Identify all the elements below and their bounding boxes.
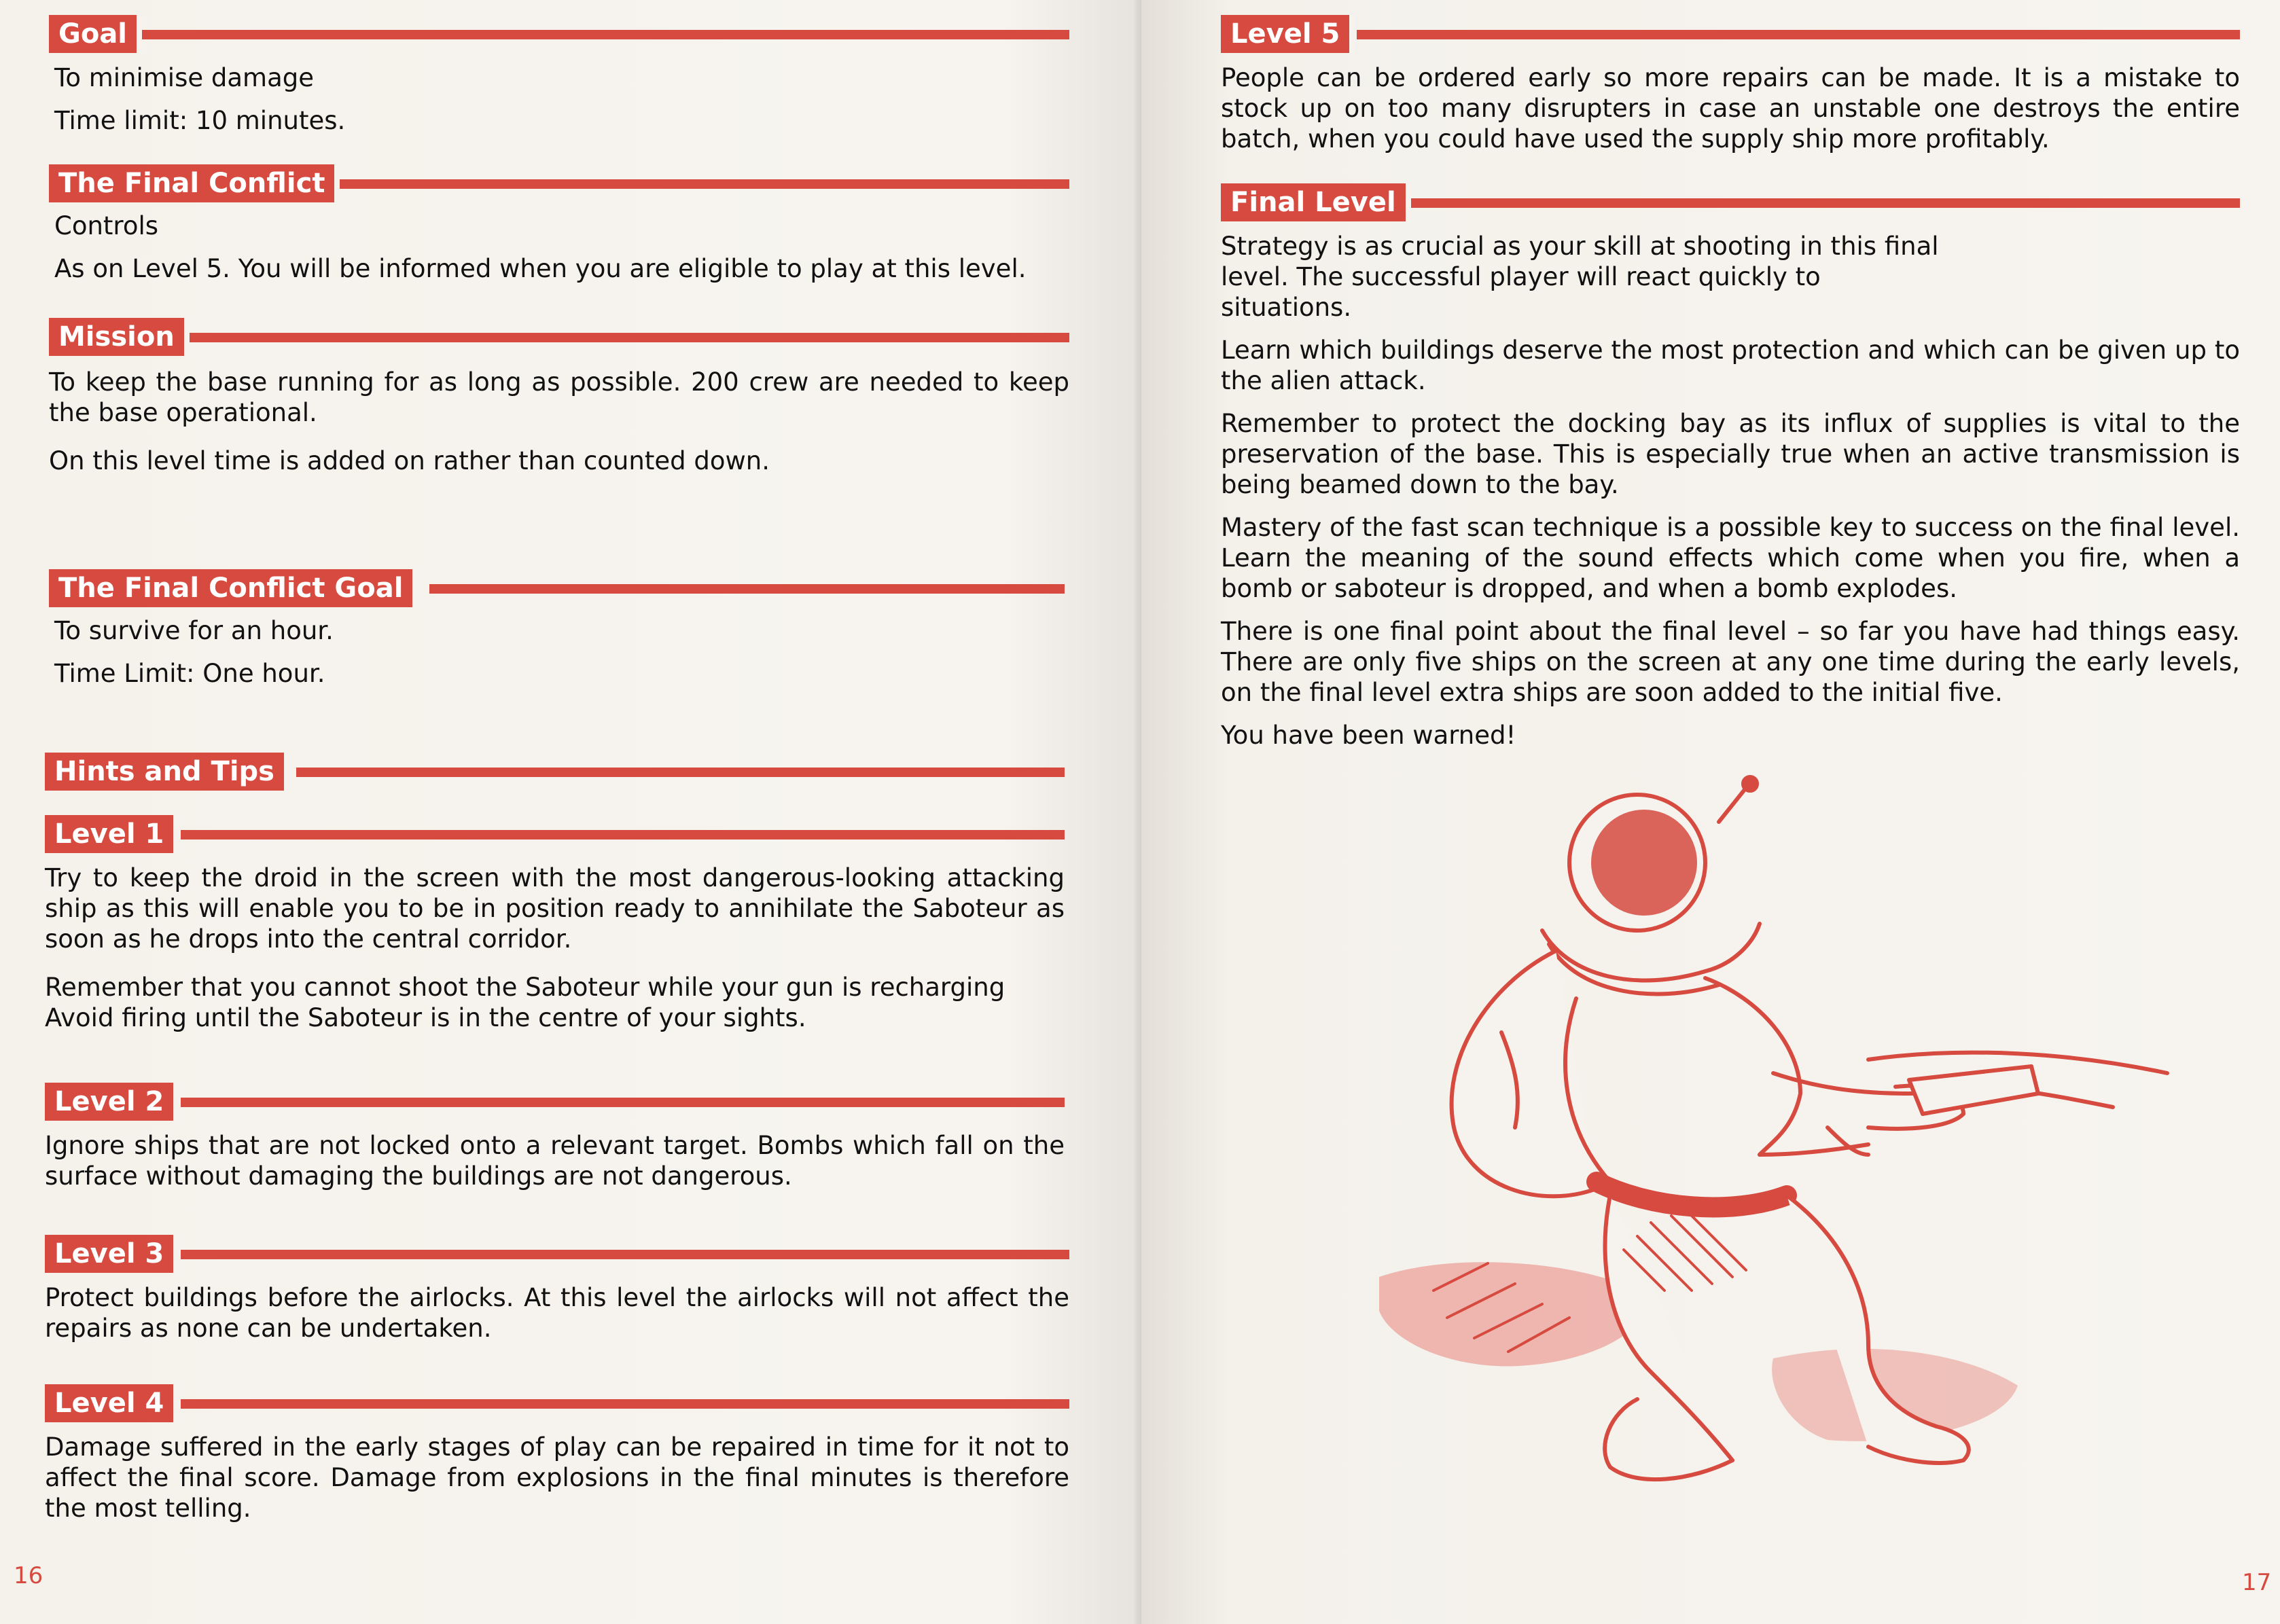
final-level-paragraph-1: Strategy is as crucial as your skill at shooting in this final level. The successful player will react quickly to situations. xyxy=(1221,232,1939,322)
mission-heading-label: Mission xyxy=(49,318,190,356)
final-level-paragraph-6: You have been warned! xyxy=(1221,721,1516,750)
final-conflict-section xyxy=(49,164,1069,284)
page-number-right: 17 xyxy=(2242,1569,2272,1596)
mission-paragraph-1: To keep the base running for as long as possible. 200 crew are needed to keep the base operational. xyxy=(49,367,1069,427)
level1-heading-label: Level 1 xyxy=(45,815,179,853)
level3-heading-label: Level 3 xyxy=(45,1235,179,1273)
level2-paragraph-1: Ignore ships that are not locked onto a relevant target. Bombs which fall on the surface without damaging the buildings are not dangerous. xyxy=(45,1131,1065,1191)
final-level-section xyxy=(1221,183,2240,751)
level3-heading xyxy=(45,1235,1069,1273)
final-conflict-goal-line-1: To survive for an hour. xyxy=(54,616,334,645)
left-page xyxy=(0,0,1139,1624)
level5-paragraph-1: People can be ordered early so more repairs can be made. It is a mistake to stock up on too many disrupters in case an unstable one destroys the entire batch, when you could have used the supply ship more profitably. xyxy=(1221,63,2240,154)
final-conflict-heading-label: The Final Conflict xyxy=(49,164,340,202)
level4-paragraph-1: Damage suffered in the early stages of play can be repaired in time for it not to affect the final score. Damage from explosions in the final minutes is therefore the most telling. xyxy=(45,1432,1069,1523)
final-conflict-line-2: As on Level 5. You will be informed when you are eligible to play at this level. xyxy=(54,254,1027,283)
level4-heading-label: Level 4 xyxy=(45,1384,179,1422)
level5-section xyxy=(1221,15,2240,154)
final-level-paragraph-5: There is one final point about the final level – so far you have had things easy. There are only five ships on the screen at any one time during the early levels, on the final level extra ships are soon added to the initial five. xyxy=(1221,617,2240,707)
goal-line-1: To minimise damage xyxy=(54,63,315,92)
final-conflict-goal-heading xyxy=(49,569,1065,607)
level5-heading xyxy=(1221,15,2240,53)
final-level-paragraph-4: Mastery of the fast scan technique is a possible key to success on the final level. Learn the meaning of the sound effects which come when you fire, when a bomb or saboteur is dropped, and when a bomb explodes. xyxy=(1221,513,2240,603)
mission-section xyxy=(49,318,1069,476)
final-conflict-line-1: Controls xyxy=(54,211,159,240)
hints-heading-label: Hints and Tips xyxy=(45,753,289,791)
hints-section xyxy=(45,753,1065,791)
final-level-heading-label: Final Level xyxy=(1221,183,1411,221)
level1-paragraph-1: Try to keep the droid in the screen with the most dangerous-looking attacking ship as this will enable you to be in position ready to annihilate the Saboteur as soon as he drops into the central corridor. xyxy=(45,863,1065,954)
level4-heading xyxy=(45,1384,1069,1422)
goal-heading-label: Goal xyxy=(49,15,142,53)
level1-section xyxy=(45,815,1065,1033)
level2-section xyxy=(45,1083,1065,1191)
level2-heading xyxy=(45,1083,1065,1121)
goal-line-2: Time limit: 10 minutes. xyxy=(54,106,346,135)
level3-section xyxy=(45,1235,1069,1343)
kneeling-astronaut-with-gun-illustration-icon xyxy=(1352,774,2280,1535)
final-conflict-goal-section xyxy=(49,569,1065,689)
mission-paragraph-2: On this level time is added on rather than counted down. xyxy=(49,446,770,475)
level2-heading-label: Level 2 xyxy=(45,1083,179,1121)
mission-heading xyxy=(49,318,1069,356)
page-number-left: 16 xyxy=(14,1562,43,1589)
final-level-paragraph-2: Learn which buildings deserve the most protection and which can be given up to the alien attack. xyxy=(1221,336,2240,395)
level5-heading-label: Level 5 xyxy=(1221,15,1355,53)
final-conflict-heading xyxy=(49,164,1069,202)
goal-heading xyxy=(49,15,1069,53)
final-conflict-goal-line-2: Time Limit: One hour. xyxy=(54,659,325,688)
goal-section xyxy=(49,15,1069,136)
level1-paragraph-2: Remember that you cannot shoot the Saboteur while your gun is recharging Avoid firing until the Saboteur is in the centre of your sights. xyxy=(45,973,1005,1032)
final-level-paragraph-3: Remember to protect the docking bay as its influx of supplies is vital to the preservation of the base. This is especially true when an active transmission is being beamed down to the bay. xyxy=(1221,409,2240,499)
level3-paragraph-1: Protect buildings before the airlocks. At this level the airlocks will not affect the repairs as none can be undertaken. xyxy=(45,1283,1069,1343)
level1-heading xyxy=(45,815,1065,853)
hints-heading xyxy=(45,753,1065,791)
final-level-heading xyxy=(1221,183,2240,221)
final-conflict-goal-heading-label: The Final Conflict Goal xyxy=(49,569,418,607)
level4-section xyxy=(45,1384,1069,1523)
